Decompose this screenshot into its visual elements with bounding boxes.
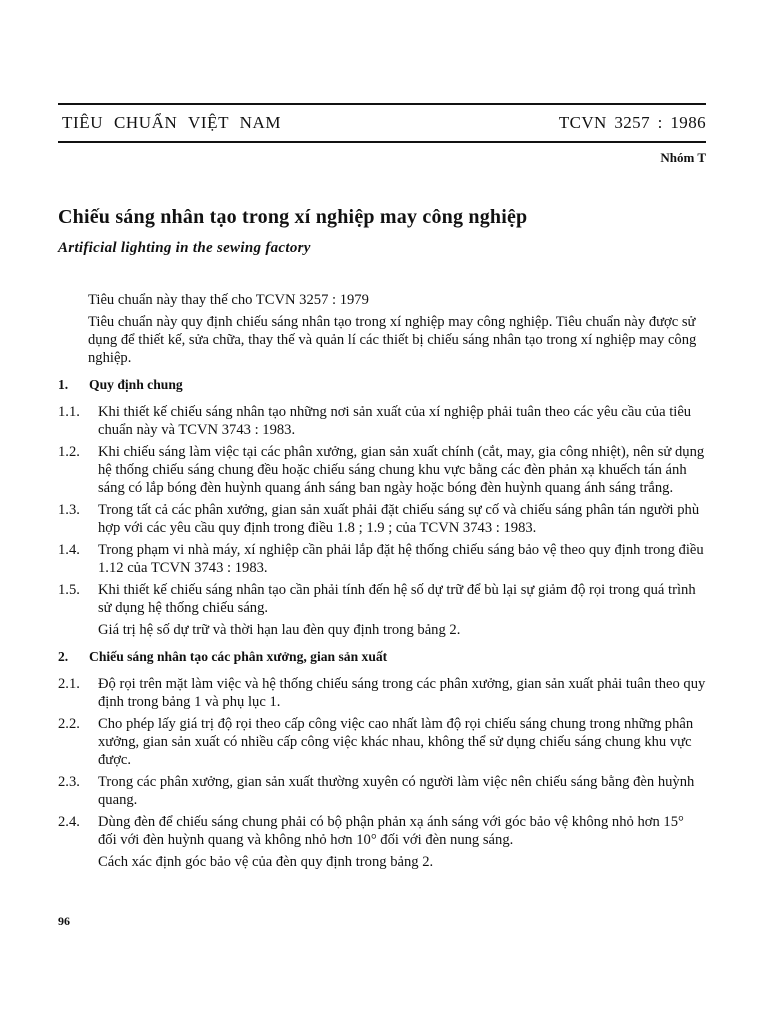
standard-group: Nhóm T (660, 150, 706, 165)
clause (58, 403, 706, 439)
clause-text: Khi thiết kế chiếu sáng nhân tạo những nơi sản xuất của xí nghiệp phải tuân theo các yêu cầu của tiêu chuẩn này và TCVN 3743 : 1983. (98, 404, 692, 438)
clause-number: 1.4. (58, 542, 80, 558)
section-title: Chiếu sáng nhân tạo các phân xưởng, gian sản xuất (89, 649, 388, 664)
page-number: 96 (58, 914, 70, 928)
replaces-statement: Tiêu chuẩn này thay thế cho TCVN 3257 : 1979 (88, 292, 369, 308)
header-top-rule (58, 103, 706, 105)
clause (58, 443, 706, 497)
clause (58, 501, 706, 537)
scope-statement: Tiêu chuẩn này quy định chiếu sáng nhân tạo trong xí nghiệp may công nghiệp. Tiêu chuẩn này được sử dụng để thiết kế, sửa chữa, thay thế và quản lí các thiết bị chiếu sáng nhân tạo trong xí nghiệp may công nghiệp. (88, 314, 697, 366)
document-body (58, 291, 706, 871)
clause-text: Trong các phân xưởng, gian sản xuất thường xuyên có người làm việc nên chiếu sáng bằng đèn huỳnh quang. (98, 774, 695, 808)
document-subtitle: Artificial lighting in the sewing factory (58, 240, 311, 256)
clause-text: Trong tất cả các phân xưởng, gian sản xuất phải đặt chiếu sáng sự cố và chiếu sáng phân tán người phù hợp với các yêu cầu quy định trong điều 1.8 ; 1.9 ; của TCVN 3743 : 1983. (98, 502, 700, 536)
section-title: Quy định chung (89, 377, 183, 392)
clause-text: Trong phạm vi nhà máy, xí nghiệp cần phải lắp đặt hệ thống chiếu sáng bảo vệ theo quy định trong điều 1.12 của TCVN 3743 : 1983. (98, 542, 704, 576)
clause-number: 2.4. (58, 814, 80, 830)
clause-text: Dùng đèn để chiếu sáng chung phải có bộ phận phản xạ ánh sáng với góc bảo vệ không nhỏ hơn 15° đối với đèn huỳnh quang và không nhỏ hơn 10° đối với đèn nung sáng. (98, 814, 684, 848)
clause-text: Cho phép lấy giá trị độ rọi theo cấp công việc cao nhất làm độ rọi chiếu sáng chung trong những phân xưởng, gian sản xuất có nhiều cấp công việc khác nhau, không thể sử dụng chiếu sáng chung khu vực được. (98, 716, 694, 768)
section-heading (58, 648, 706, 666)
clause-number: 1.1. (58, 404, 80, 420)
clause-number: 2.3. (58, 774, 80, 790)
clause (58, 773, 706, 809)
document-title: Chiếu sáng nhân tạo trong xí nghiệp may công nghiệp (58, 206, 528, 228)
header-bottom-rule (58, 141, 706, 143)
clause (58, 675, 706, 711)
clause-text: Độ rọi trên mặt làm việc và hệ thống chiếu sáng trong các phân xưởng, gian sản xuất phải tuân theo quy định trong bảng 1 và phụ lục 1. (98, 676, 706, 710)
clause (58, 715, 706, 769)
clause-number: 2.2. (58, 716, 80, 732)
clause-note: Cách xác định góc bảo vệ của đèn quy định trong bảng 2. (98, 854, 434, 870)
clause (58, 541, 706, 577)
section-number: 2. (58, 649, 69, 664)
clause-note: Giá trị hệ số dự trữ và thời hạn lau đèn quy định trong bảng 2. (98, 622, 461, 638)
section-number: 1. (58, 377, 69, 392)
section-heading (58, 376, 706, 394)
standard-series-label: TIÊU CHUẨN VIỆT NAM (62, 113, 282, 132)
standard-code: TCVN 3257 : 1986 (558, 113, 706, 132)
clause (58, 813, 706, 849)
clause-text: Khi chiếu sáng làm việc tại các phân xưởng, gian sản xuất chính (cắt, may, gia công nhiệt), nên sử dụng hệ thống chiếu sáng chung đều hoặc chiếu sáng chung khu vực bằng các đèn phản xạ khuếch tán ánh sáng có lắp bóng đèn huỳnh quang ánh sáng ban ngày hoặc bóng đèn huỳnh quang ánh sáng trắng. (98, 444, 705, 496)
clause (58, 581, 706, 617)
clause-text: Khi thiết kế chiếu sáng nhân tạo cần phải tính đến hệ số dự trữ để bù lại sự giảm độ rọi trong quá trình sử dụng hệ thống chiếu sáng. (98, 582, 696, 616)
clause-number: 1.5. (58, 582, 80, 598)
clause-number: 1.3. (58, 502, 80, 518)
clause-number: 1.2. (58, 444, 80, 460)
clause-number: 2.1. (58, 676, 80, 692)
